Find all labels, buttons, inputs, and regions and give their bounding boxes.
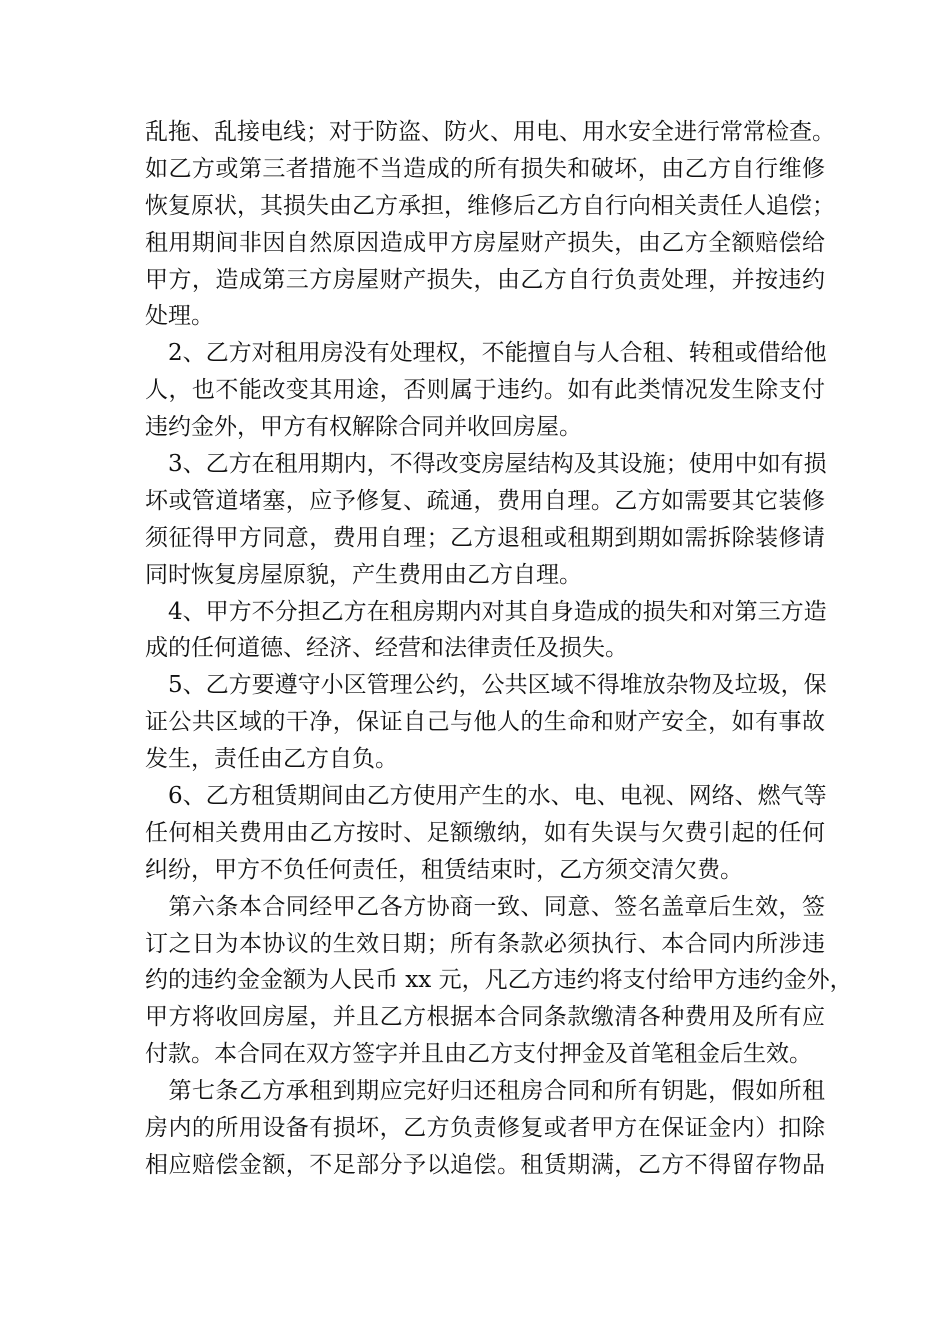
text-line: 证公共区域的干净，保证自己与他人的生命和财产安全，如有事故: [145, 709, 825, 736]
text-line: 人，也不能改变其用途，否则属于违约。如有此类情况发生除支付: [145, 377, 825, 404]
text-line: 纠纷，甲方不负任何责任，租赁结束时，乙方须交清欠费。: [145, 856, 743, 883]
text-line: 4、甲方不分担乙方在租房期内对其自身造成的损失和对第三方造: [145, 598, 827, 625]
text-line: 任何相关费用由乙方按时、足额缴纳，如有失误与欠费引起的任何: [145, 819, 825, 846]
text-line: 第七条乙方承租到期应完好归还租房合同和所有钥匙，假如所租: [145, 1078, 825, 1105]
text-line: 6、乙方租赁期间由乙方使用产生的水、电、电视、网络、燃气等: [145, 783, 827, 810]
text-line: 相应赔偿金额，不足部分予以追偿。租赁期满，乙方不得留存物品: [145, 1151, 825, 1178]
text-line: 乱拖、乱接电线；对于防盗、防火、用电、用水安全进行常常检查。: [145, 119, 835, 145]
text-line: 如乙方或第三者措施不当造成的所有损失和破坏，由乙方自行维修: [145, 155, 825, 182]
text-line: 须征得甲方同意，费用自理；乙方退租或租期到期如需拆除装修请: [145, 524, 825, 551]
contract-body-text: [145, 114, 853, 1184]
text-line: 恢复原状，其损失由乙方承担，维修后乙方自行向相关责任人追偿；: [145, 192, 835, 219]
text-line: 订之日为本协议的生效日期；所有条款必须执行、本合同内所涉违: [145, 930, 825, 957]
text-line: 处理。: [145, 303, 214, 330]
text-line: 3、乙方在租用期内，不得改变房屋结构及其设施；使用中如有损: [145, 451, 827, 478]
text-line: 2、乙方对租用房没有处理权，不能擅自与人合租、转租或借给他: [145, 340, 827, 367]
text-line: 房内的所用设备有损坏，乙方负责修复或者甲方在保证金内）扣除: [145, 1115, 825, 1142]
text-line: 约的违约金金额为人民币 xx 元，凡乙方违约将支付给甲方违约金外，: [145, 967, 853, 994]
text-line: 成的任何道德、经济、经营和法律责任及损失。: [145, 635, 628, 662]
text-line: 甲方，造成第三方房屋财产损失，由乙方自行负责处理，并按违约: [145, 266, 825, 293]
text-line: 同时恢复房屋原貌，产生费用由乙方自理。: [145, 561, 582, 588]
text-line: 坏或管道堵塞，应予修复、疏通，费用自理。乙方如需要其它装修: [145, 487, 825, 514]
text-line: 付款。本合同在双方签字并且由乙方支付押金及首笔租金后生效。: [145, 1041, 812, 1068]
text-line: 第六条本合同经甲乙各方协商一致、同意、签名盖章后生效，签: [145, 893, 825, 920]
text-line: 租用期间非因自然原因造成甲方房屋财产损失，由乙方全额赔偿给: [145, 229, 825, 256]
text-line: 甲方将收回房屋，并且乙方根据本合同条款缴清各种费用及所有应: [145, 1004, 825, 1031]
text-line: 违约金外，甲方有权解除合同并收回房屋。: [145, 414, 582, 441]
text-line: 发生，责任由乙方自负。: [145, 746, 398, 773]
text-line: 5、乙方要遵守小区管理公约，公共区域不得堆放杂物及垃圾，保: [145, 672, 827, 699]
